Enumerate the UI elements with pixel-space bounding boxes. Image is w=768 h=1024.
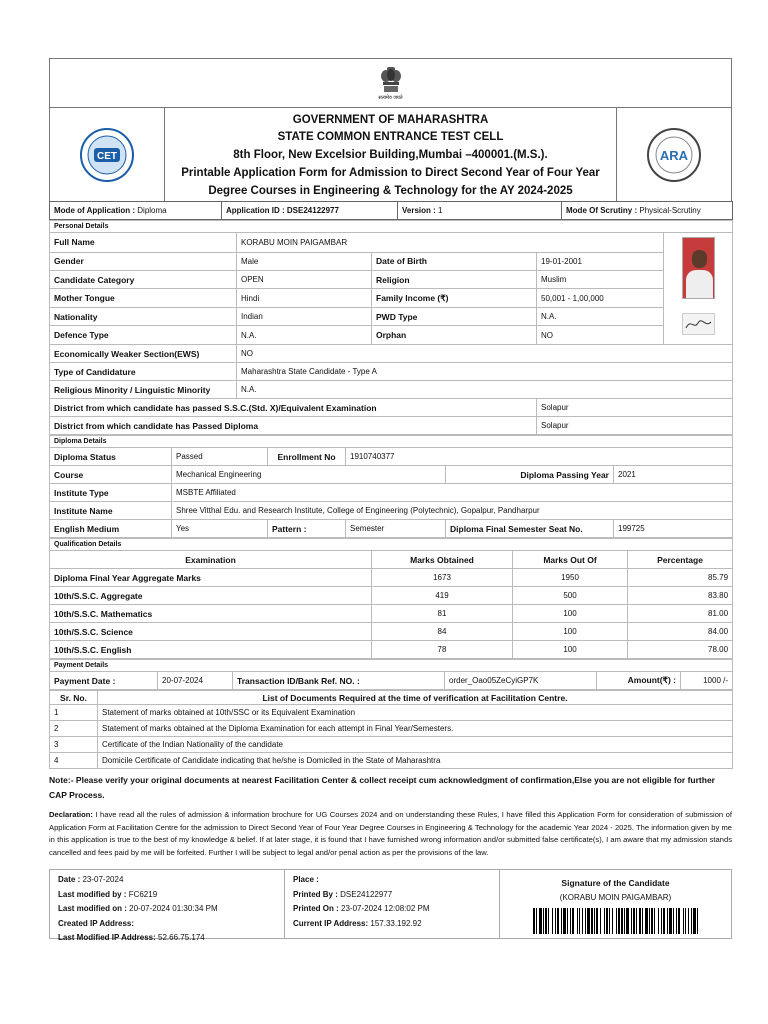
application-meta: [49, 201, 733, 220]
place-label: Place :: [293, 875, 319, 884]
marks-out-of: 500: [513, 587, 628, 605]
barcode-bar: [555, 908, 556, 934]
category-label: Candidate Category: [50, 271, 237, 289]
ssc-district-value: Solapur: [537, 399, 733, 417]
barcode-bar: [669, 908, 672, 934]
barcode-bar: [587, 908, 590, 934]
modified-on-value: 20-07-2024 01:30:34 PM: [129, 904, 218, 913]
marks-out-of: 100: [513, 623, 628, 641]
cell-title: STATE COMMON ENTRANCE TEST CELL: [277, 131, 504, 143]
barcode-bar: [582, 908, 583, 934]
defence-value: N.A.: [237, 326, 372, 345]
barcode-bar: [667, 908, 668, 934]
pwd-label: PWD Type: [372, 307, 537, 325]
declaration-text: I have read all the rules of admission & information brochure for UG Courses 2024 and on understanding these Rules, I have filled this Application Form for consideration of submission of Application Form at Facilitation Centre for the admission to Direct Second Year of Four Year Degree Courses in Engineering & Technology for the academic Year 2024 - 2025. The information given by me in this application is true to the best of my knowledge & belief. If at later stage, it is found that I have furnished wrong information and/or submitted false certificate(s), I am aware that my admission stands cancelled and fees paid by me will be forfeited. Further I will be subject to legal and/or penal action as per the provisions of the law.: [49, 810, 732, 857]
marks-obtained: 84: [372, 623, 513, 641]
modified-by-label: Last modified by :: [58, 889, 127, 899]
exam-name: Diploma Final Year Aggregate Marks: [50, 569, 372, 587]
marks-out-of: 100: [513, 605, 628, 623]
diploma-details: [49, 435, 733, 538]
barcode-bar: [673, 908, 674, 934]
barcode-bar: [539, 908, 542, 934]
svg-text:CET: CET: [97, 150, 117, 162]
barcode-bar: [577, 908, 578, 934]
course-value: Mechanical Engineering: [172, 466, 446, 484]
enrollment-label: Enrollment No: [268, 448, 346, 466]
scrutiny-value: Physical-Scrutiny: [639, 206, 701, 215]
application-form: [49, 58, 732, 942]
signature-name: (KORABU MOIN PAIGAMBAR): [559, 892, 672, 902]
table-row: [50, 587, 733, 605]
english-medium-value: Yes: [172, 520, 268, 538]
barcode-bar: [579, 908, 580, 934]
list-item: [50, 705, 733, 721]
pattern-label: Pattern :: [268, 520, 346, 538]
doc-number: 3: [50, 737, 98, 753]
table-row: [50, 569, 733, 587]
barcode-bar: [697, 908, 698, 934]
pwd-value: N.A.: [537, 307, 664, 325]
barcode-bar: [545, 908, 547, 934]
gender-label: Gender: [50, 252, 237, 270]
personal-details: [49, 220, 733, 435]
svg-text:ARA: ARA: [659, 147, 689, 163]
percentage: 85.79: [628, 569, 733, 587]
english-medium-label: English Medium: [50, 520, 172, 538]
nationality-label: Nationality: [50, 307, 237, 325]
doc-number: 1: [50, 705, 98, 721]
barcode-bar: [693, 908, 696, 934]
barcode-bar: [683, 908, 684, 934]
barcode-bar: [685, 908, 686, 934]
marks-obtained: 81: [372, 605, 513, 623]
doc-text: Domicile Certificate of Candidate indicating that he/she is Domiciled in the State of Maharashtra: [98, 753, 733, 769]
barcode-bar: [621, 908, 623, 934]
national-emblem-icon: [378, 65, 404, 95]
dob-label: Date of Birth: [372, 252, 537, 270]
barcode-bar: [649, 908, 650, 934]
barcode-bar: [596, 908, 598, 934]
barcode-bar: [688, 908, 689, 934]
dob-value: 19-01-2001: [537, 252, 664, 270]
full-name-label: Full Name: [50, 233, 237, 253]
ews-value: NO: [237, 345, 733, 363]
income-label: Family Income (₹): [372, 289, 537, 307]
barcode-bar: [618, 908, 620, 934]
passing-year-label: Diploma Passing Year: [446, 466, 614, 484]
diploma-district-value: Solapur: [537, 417, 733, 435]
current-ip-label: Current IP Address:: [293, 918, 369, 928]
table-row: [50, 605, 733, 623]
diploma-status-value: Passed: [172, 448, 268, 466]
religion-label: Religion: [372, 271, 537, 289]
barcode-bar: [543, 908, 544, 934]
barcode-bar: [631, 908, 632, 934]
barcode-bar: [633, 908, 635, 934]
exam-name: 10th/S.S.C. Science: [50, 623, 372, 641]
address-line: 8th Floor, New Excelsior Building,Mumbai –400001.(M.S.).: [233, 149, 548, 161]
barcode-bar: [636, 908, 637, 934]
header-titles: [165, 108, 616, 201]
exam-name: 10th/S.S.C. English: [50, 641, 372, 659]
percentage: 81.00: [628, 605, 733, 623]
barcode-bar: [642, 908, 643, 934]
candidate-signature-image: [682, 313, 715, 335]
doc-number: 2: [50, 721, 98, 737]
declaration: [49, 809, 732, 859]
mode-application-value: Diploma: [137, 206, 167, 215]
barcode-bar: [645, 908, 648, 934]
amount-value: 1000 /-: [681, 672, 733, 690]
footer-modification-info: [50, 870, 285, 942]
barcode-bar: [570, 908, 571, 934]
percentage: 83.80: [628, 587, 733, 605]
application-id-value: DSE24122977: [286, 206, 339, 215]
list-item: [50, 721, 733, 737]
signature-label: Signature of the Candidate: [561, 878, 670, 888]
footer-date-value: 23-07-2024: [82, 875, 124, 884]
diploma-status-label: Diploma Status: [50, 448, 172, 466]
verification-note: Note:- Please verify your original documents at nearest Facilitation Center & collect receipt cum acknowledgment of confirmation,Else you are not eligible for further CAP Process.: [49, 775, 715, 800]
photo-cell: [664, 233, 733, 345]
footer-print-info: [285, 870, 500, 938]
barcode-bar: [624, 908, 625, 934]
emblem-motto: सत्यमेव जयते: [378, 94, 403, 101]
minority-label: Religious Minority / Linguistic Minority: [50, 381, 237, 399]
payment-date-label: Payment Date :: [50, 672, 158, 690]
orphan-label: Orphan: [372, 326, 537, 345]
printed-by-label: Printed By :: [293, 889, 338, 899]
personal-section-title: Personal Details: [50, 221, 733, 233]
gov-title: GOVERNMENT OF MAHARASHTRA: [292, 114, 489, 126]
candidature-type-label: Type of Candidature: [50, 363, 237, 381]
barcode-bar: [658, 908, 659, 934]
amount-label: Amount(₹) :: [597, 672, 681, 690]
form-footer: [49, 869, 732, 942]
full-name-value: KORABU MOIN PAIGAMBAR: [237, 233, 664, 253]
form-title-line2: Degree Courses in Engineering & Technology for the AY 2024-2025: [208, 185, 573, 197]
percentage: 84.00: [628, 623, 733, 641]
payment-date-value: 20-07-2024: [158, 672, 233, 690]
doc-text: Statement of marks obtained at 10th/SSC or its Equivalent Examination: [98, 705, 733, 721]
ara-logo-icon: [646, 127, 702, 183]
current-ip-value: 157.33.192.92: [370, 918, 422, 928]
barcode-bar: [533, 908, 535, 934]
seat-no-label: Diploma Final Semester Seat No.: [446, 520, 614, 538]
modified-on-label: Last modified on :: [58, 904, 127, 913]
seat-no-value: 199725: [614, 520, 733, 538]
pattern-value: Semester: [346, 520, 446, 538]
institute-name-label: Institute Name: [50, 502, 172, 520]
marks-out-of: 100: [513, 641, 628, 659]
ews-label: Economically Weaker Section(EWS): [50, 345, 237, 363]
ara-logo: [616, 108, 731, 201]
barcode-bar: [591, 908, 593, 934]
barcode-bar: [609, 908, 610, 934]
barcode-bar: [536, 908, 537, 934]
printed-on-label: Printed On :: [293, 904, 339, 913]
barcode-bar: [604, 908, 605, 934]
religion-value: Muslim: [537, 271, 664, 289]
declaration-label: Declaration:: [49, 810, 93, 819]
diploma-district-label: District from which candidate has Passed Diploma: [50, 417, 537, 435]
qualification-details: [49, 538, 733, 659]
mother-tongue-label: Mother Tongue: [50, 289, 237, 307]
diploma-section-title: Diploma Details: [50, 436, 733, 448]
barcode-bar: [654, 908, 655, 934]
marks-obtained: 78: [372, 641, 513, 659]
qualification-section-title: Qualification Details: [50, 539, 733, 551]
footer-signature: [500, 870, 731, 938]
modified-ip-label: Last Modified IP Address:: [58, 933, 156, 942]
defence-label: Defence Type: [50, 326, 237, 345]
barcode-bar: [563, 908, 566, 934]
col-percentage: Percentage: [628, 551, 733, 569]
documents-header: List of Documents Required at the time of verification at Facilitation Centre.: [98, 691, 733, 705]
modified-by-value: FC6219: [128, 889, 158, 899]
barcode-bar: [626, 908, 629, 934]
barcode-bar: [639, 908, 641, 934]
minority-value: N.A.: [237, 381, 733, 399]
nationality-value: Indian: [237, 307, 372, 325]
transaction-value: order_Oao05ZeCyiGP7K: [445, 672, 597, 690]
barcode-bar: [552, 908, 553, 934]
col-examination: Examination: [50, 551, 372, 569]
doc-text: Statement of marks obtained at the Diploma Examination for each attempt in Final Year/Semesters.: [98, 721, 733, 737]
mode-application-label: Mode of Application :: [54, 206, 136, 215]
barcode-bar: [676, 908, 677, 934]
barcode-bar: [663, 908, 665, 934]
barcode-bar: [616, 908, 617, 934]
payment-section-title: Payment Details: [50, 660, 733, 672]
barcode-bar: [561, 908, 562, 934]
barcode-bar: [594, 908, 595, 934]
barcode-bar: [548, 908, 549, 934]
col-marks-obtained: Marks Obtained: [372, 551, 513, 569]
created-ip-label: Created IP Address:: [58, 918, 135, 928]
exam-name: 10th/S.S.C. Aggregate: [50, 587, 372, 605]
barcode-bar: [606, 908, 608, 934]
candidature-type-value: Maharashtra State Candidate - Type A: [237, 363, 733, 381]
cet-logo: [50, 108, 165, 201]
col-marks-out-of: Marks Out Of: [513, 551, 628, 569]
course-label: Course: [50, 466, 172, 484]
category-value: OPEN: [237, 271, 372, 289]
table-row: [50, 641, 733, 659]
income-value: 50,001 - 1,00,000: [537, 289, 664, 307]
barcode-bar: [661, 908, 662, 934]
list-item: [50, 753, 733, 769]
ssc-district-label: District from which candidate has passed S.S.C.(Std. X)/Equivalent Examination: [50, 399, 537, 417]
modified-ip-value: 52.66.75.174: [158, 933, 205, 942]
barcode-bar: [678, 908, 680, 934]
documents-list: [49, 690, 733, 769]
orphan-value: NO: [537, 326, 664, 345]
mother-tongue-value: Hindi: [237, 289, 372, 307]
emblem-area: [49, 58, 732, 107]
payment-details: [49, 659, 733, 690]
barcode-bar: [572, 908, 574, 934]
scrutiny-label: Mode Of Scrutiny :: [566, 206, 638, 215]
list-item: [50, 737, 733, 753]
gender-value: Male: [237, 252, 372, 270]
barcode-bar: [612, 908, 613, 934]
printed-on-value: 23-07-2024 12:08:02 PM: [341, 904, 430, 913]
doc-text: Certificate of the Indian Nationality of the candidate: [98, 737, 733, 753]
footer-date-label: Date :: [58, 875, 81, 884]
marks-obtained: 419: [372, 587, 513, 605]
cet-logo-icon: [79, 127, 135, 183]
marks-obtained: 1673: [372, 569, 513, 587]
barcode-bar: [585, 908, 586, 934]
barcode: [533, 908, 698, 934]
printed-by-value: DSE24122977: [340, 889, 393, 899]
percentage: 78.00: [628, 641, 733, 659]
institute-type-value: MSBTE Affiliated: [172, 484, 733, 502]
institute-name-value: Shree Vitthal Edu. and Research Institute, College of Engineering (Polytechnic), Gopalpur, Pandharpur: [172, 502, 733, 520]
barcode-bar: [651, 908, 653, 934]
passing-year-value: 2021: [614, 466, 733, 484]
form-header: [49, 107, 732, 201]
doc-number: 4: [50, 753, 98, 769]
transaction-label: Transaction ID/Bank Ref. NO. :: [233, 672, 445, 690]
application-id-label: Application ID :: [226, 206, 285, 215]
candidate-photo: [682, 237, 715, 299]
table-row: [50, 623, 733, 641]
version-value: 1: [438, 206, 443, 215]
barcode-bar: [557, 908, 559, 934]
barcode-bar: [600, 908, 601, 934]
form-title-line1: Printable Application Form for Admission to Direct Second Year of Four Year: [181, 167, 600, 179]
sr-no-header: Sr. No.: [50, 691, 98, 705]
version-label: Version :: [402, 206, 436, 215]
barcode-bar: [567, 908, 568, 934]
institute-type-label: Institute Type: [50, 484, 172, 502]
barcode-bar: [691, 908, 692, 934]
enrollment-value: 1910740377: [346, 448, 733, 466]
exam-name: 10th/S.S.C. Mathematics: [50, 605, 372, 623]
marks-out-of: 1950: [513, 569, 628, 587]
